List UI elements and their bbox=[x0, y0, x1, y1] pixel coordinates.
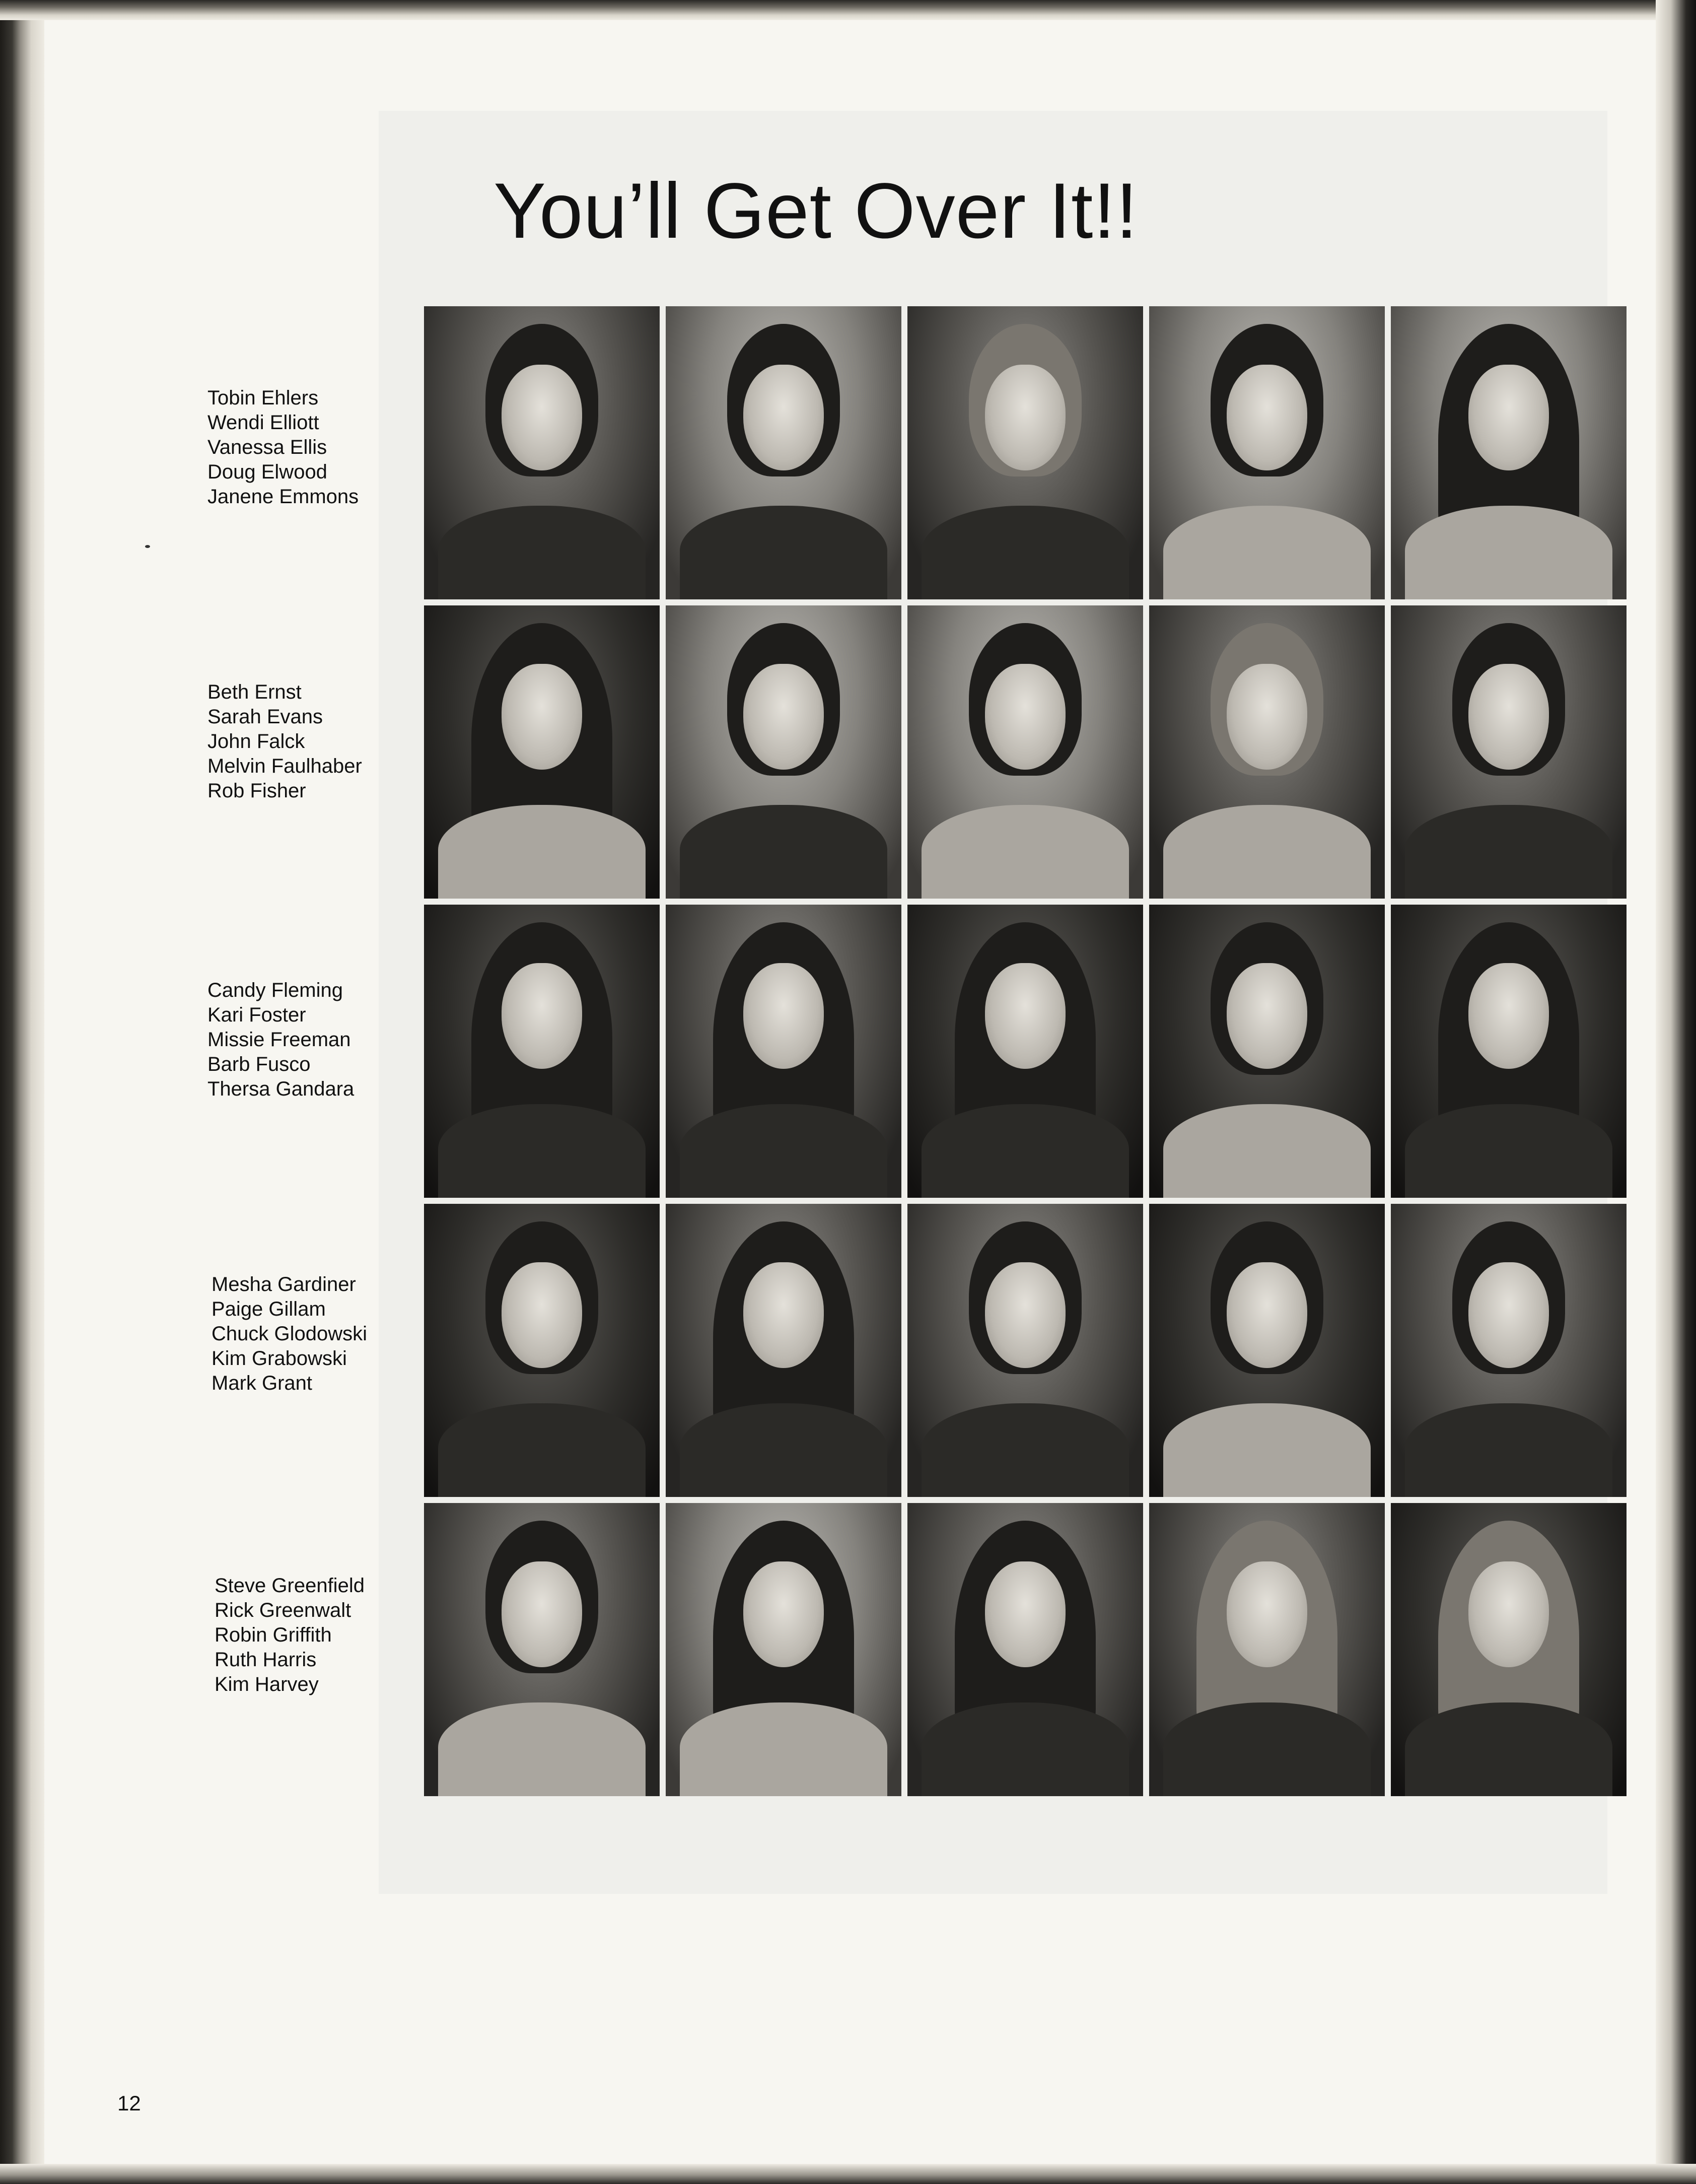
student-name: Rick Greenwalt bbox=[215, 1599, 351, 1621]
student-portrait bbox=[1391, 1204, 1627, 1497]
student-portrait bbox=[907, 1503, 1143, 1796]
student-portrait bbox=[1149, 306, 1385, 599]
student-portrait bbox=[666, 605, 901, 899]
student-name: Chuck Glodowski bbox=[211, 1323, 368, 1345]
student-portrait bbox=[666, 306, 901, 599]
student-portrait bbox=[907, 306, 1143, 599]
student-portrait bbox=[666, 1503, 901, 1796]
student-name: Beth Ernst bbox=[207, 681, 302, 703]
student-name: Tobin Ehlers bbox=[207, 387, 319, 409]
student-name: Janene Emmons bbox=[207, 486, 359, 508]
name-list-row-3 bbox=[207, 978, 354, 1102]
student-portrait bbox=[666, 1204, 901, 1497]
portrait-grid bbox=[424, 306, 1645, 1796]
student-name: Mesha Gardiner bbox=[211, 1273, 356, 1295]
student-portrait bbox=[1149, 1503, 1385, 1796]
student-name: Rob Fisher bbox=[207, 780, 306, 802]
student-name: Wendi Elliott bbox=[207, 412, 319, 434]
student-name: Missie Freeman bbox=[207, 1029, 351, 1051]
student-name: Paige Gillam bbox=[211, 1298, 326, 1320]
print-speck bbox=[145, 545, 150, 548]
student-portrait bbox=[1149, 1204, 1385, 1497]
student-portrait bbox=[1149, 905, 1385, 1198]
student-name: Kari Foster bbox=[207, 1004, 306, 1026]
name-list-row-2 bbox=[207, 680, 362, 803]
student-name: Melvin Faulhaber bbox=[207, 755, 362, 777]
student-portrait bbox=[424, 306, 660, 599]
name-list-row-5 bbox=[215, 1574, 365, 1697]
student-name: Doug Elwood bbox=[207, 461, 327, 483]
student-name: Candy Fleming bbox=[207, 979, 343, 1001]
student-name: Sarah Evans bbox=[207, 706, 323, 728]
student-portrait bbox=[907, 1204, 1143, 1497]
scan-edge-left bbox=[0, 0, 44, 2184]
student-portrait bbox=[1149, 605, 1385, 899]
page-title: You’ll Get Over It!! bbox=[493, 167, 1139, 255]
student-name: Kim Grabowski bbox=[211, 1347, 347, 1370]
student-portrait bbox=[1391, 905, 1627, 1198]
scan-edge-top bbox=[0, 0, 1696, 20]
scan-edge-bottom bbox=[0, 2164, 1696, 2184]
student-name: Vanessa Ellis bbox=[207, 436, 327, 458]
student-name: Mark Grant bbox=[211, 1372, 313, 1394]
student-name: John Falck bbox=[207, 730, 305, 753]
student-name: Robin Griffith bbox=[215, 1624, 332, 1646]
student-portrait bbox=[424, 605, 660, 899]
student-portrait bbox=[907, 905, 1143, 1198]
scan-edge-right bbox=[1656, 0, 1696, 2184]
student-portrait bbox=[1391, 306, 1627, 599]
student-portrait bbox=[1391, 605, 1627, 899]
student-name: Kim Harvey bbox=[215, 1673, 319, 1695]
student-name: Thersa Gandara bbox=[207, 1078, 355, 1100]
name-list-row-4 bbox=[211, 1272, 367, 1396]
student-name: Steve Greenfield bbox=[215, 1575, 365, 1597]
student-name: Barb Fusco bbox=[207, 1053, 311, 1075]
student-portrait bbox=[424, 1503, 660, 1796]
student-portrait bbox=[907, 605, 1143, 899]
student-name: Ruth Harris bbox=[215, 1649, 317, 1671]
name-list-row-1 bbox=[207, 386, 359, 509]
student-portrait bbox=[666, 905, 901, 1198]
page-number: 12 bbox=[117, 2091, 141, 2115]
student-portrait bbox=[424, 1204, 660, 1497]
student-portrait bbox=[1391, 1503, 1627, 1796]
student-portrait bbox=[424, 905, 660, 1198]
